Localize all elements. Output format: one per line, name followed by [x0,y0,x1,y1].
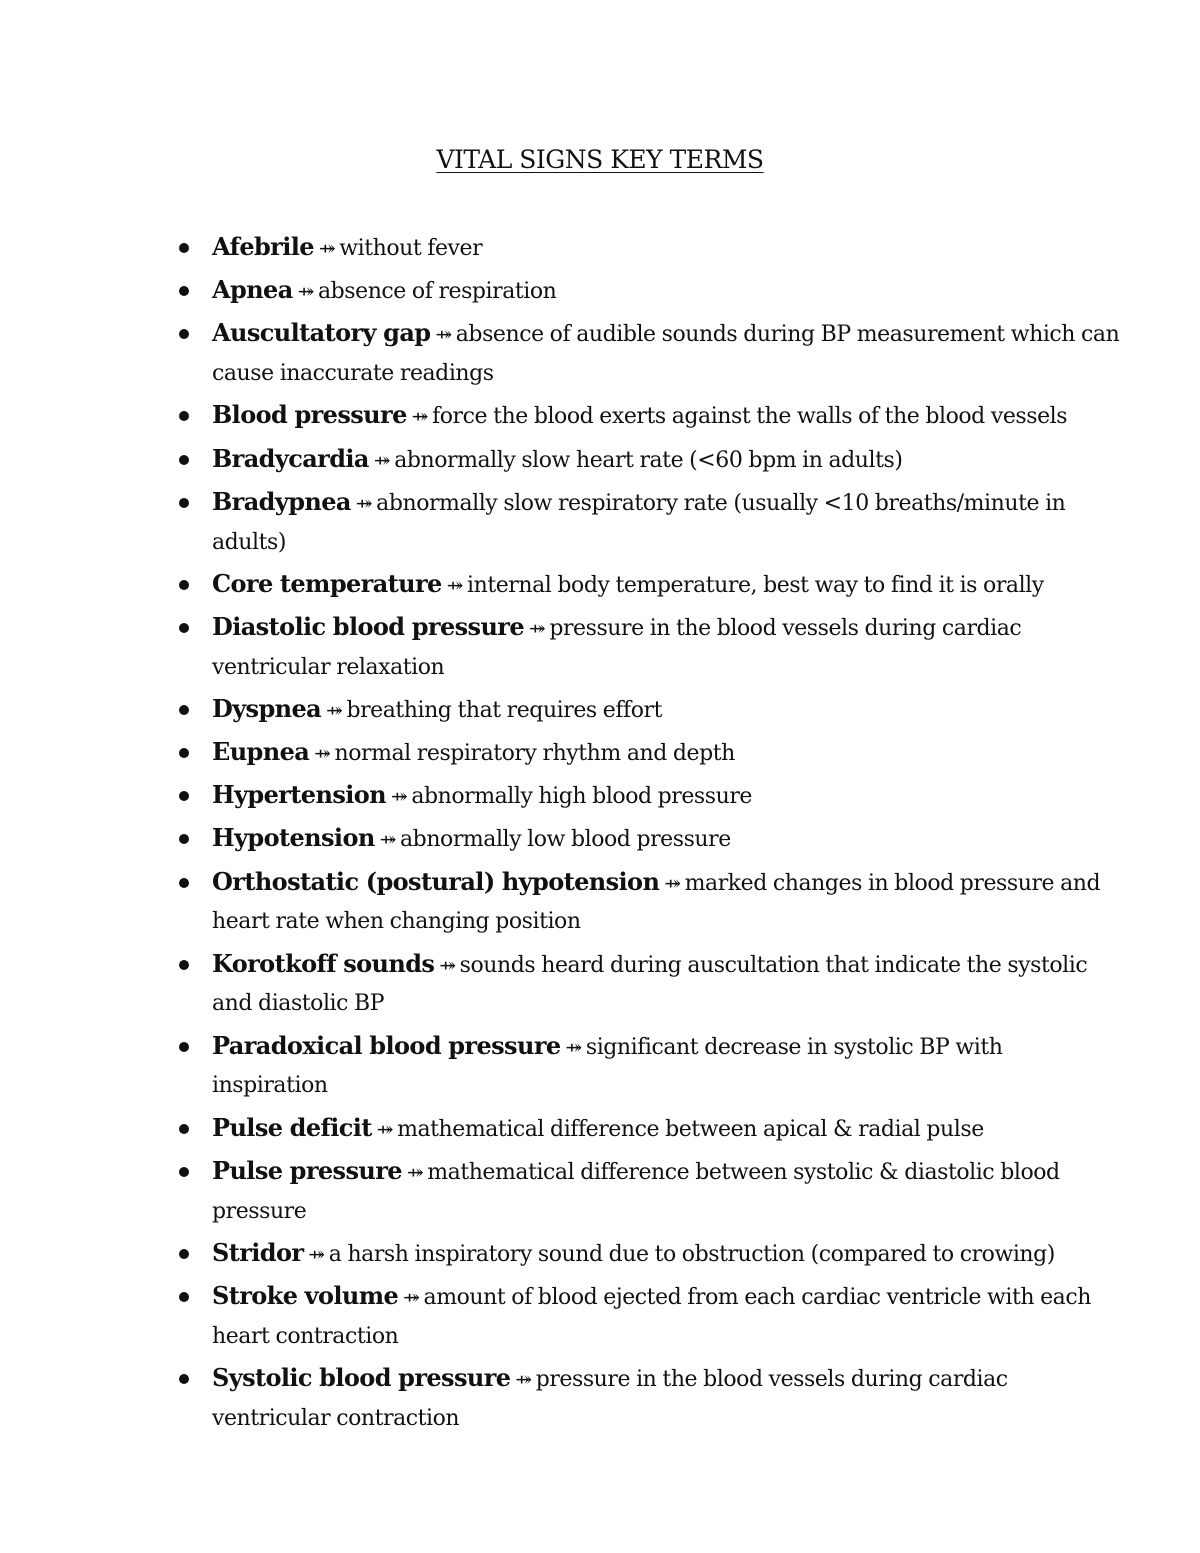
arrow-separator-icon: ⤀ [406,1159,424,1184]
term-item [0,271,1120,312]
term-definition: amount of blood ejected from each cardiac ventricle with each heart contraction [212,1284,1091,1349]
term-item [0,565,1120,606]
arrow-separator-icon: ⤀ [439,952,456,977]
term-name: Bradypnea [212,486,351,516]
term-definition: mathematical difference between systolic & diastolic blood pressure [212,1159,1060,1224]
term-item [0,440,1120,481]
term-item [0,1359,1120,1439]
term-name: Hypotension [212,823,375,853]
arrow-separator-icon: ⤀ [373,447,391,472]
bullet-icon [179,286,189,296]
arrow-separator-icon: ⤀ [355,490,373,515]
arrow-separator-icon: ⤀ [314,741,331,766]
term-definition: pressure in the blood vessels during cardiac ventricular contraction [212,1366,1008,1431]
bullet-icon [179,498,189,508]
term-definition: force the blood exerts against the walls of the blood vessels [432,404,1068,430]
term-definition: abnormally low blood pressure [400,827,731,853]
bullet-icon [179,1292,189,1302]
bullet-icon [179,580,189,590]
term-item [0,819,1120,860]
term-definition: without fever [339,236,483,261]
term-name: Eupnea [212,737,310,767]
term-name: Blood pressure [212,400,407,430]
term-definition: normal respiratory rhythm and depth [334,741,735,767]
term-name: Bradycardia [212,443,369,473]
key-terms-list [0,228,1120,1441]
arrow-separator-icon: ⤀ [379,827,397,852]
bullet-icon [179,791,189,801]
term-item [0,1234,1120,1275]
term-name: Stroke volume [212,1280,399,1310]
term-name: Hypertension [212,780,387,810]
term-definition: marked changes in blood pressure and heart rate when changing position [212,870,1101,935]
term-name: Diastolic blood pressure [212,611,525,641]
term-item [0,314,1120,394]
arrow-separator-icon: ⤀ [411,404,429,429]
term-definition: sounds heard during auscultation that indicate the systolic and diastolic BP [212,952,1088,1017]
bullet-icon [179,243,189,253]
term-definition: pressure in the blood vessels during cardiac ventricular relaxation [212,615,1022,680]
term-definition: mathematical difference between apical & radial pulse [397,1116,984,1142]
arrow-separator-icon: ⤀ [529,615,546,640]
term-name: Dyspnea [212,693,322,723]
arrow-separator-icon: ⤀ [376,1116,394,1141]
term-item [0,1109,1120,1150]
term-definition: internal body temperature, best way to find it is orally [467,572,1044,598]
bullet-icon [179,834,189,844]
bullet-icon [179,960,189,970]
term-definition: absence of audible sounds during BP measurement which can cause inaccurate readings [212,322,1120,387]
bullet-icon [179,329,189,339]
term-name: Paradoxical blood pressure [212,1030,561,1060]
arrow-separator-icon: ⤀ [297,279,314,304]
term-item [0,690,1120,731]
term-item [0,228,1120,269]
term-item [0,776,1120,817]
term-item [0,1027,1120,1107]
term-name: Core temperature [212,568,442,598]
term-item [0,1152,1120,1232]
term-item [0,945,1120,1025]
arrow-separator-icon: ⤀ [446,572,464,597]
term-name: Apnea [212,275,293,305]
term-definition: abnormally high blood pressure [411,784,752,810]
bullet-icon [179,1374,189,1384]
term-name: Pulse deficit [212,1112,372,1142]
bullet-icon [179,878,189,888]
term-name: Afebrile [212,232,314,261]
term-item [0,608,1120,688]
term-name: Systolic blood pressure [212,1362,511,1392]
term-item [0,863,1120,943]
bullet-icon [179,455,189,465]
bullet-icon [179,1167,189,1177]
term-name: Stridor [212,1237,304,1267]
arrow-separator-icon: ⤀ [308,1241,325,1266]
arrow-separator-icon: ⤀ [435,322,452,347]
arrow-separator-icon: ⤀ [565,1034,582,1059]
term-definition: abnormally slow heart rate (<60 bpm in adults) [394,447,903,473]
arrow-separator-icon: ⤀ [391,784,408,809]
term-item [0,396,1120,437]
bullet-icon [179,1249,189,1259]
page-title: VITAL SIGNS KEY TERMS [436,145,764,174]
bullet-icon [179,411,189,421]
bullet-icon [179,623,189,633]
bullet-icon [179,748,189,758]
term-definition: abnormally slow respiratory rate (usually <10 breaths/minute in adults) [212,490,1066,555]
bullet-icon [179,1124,189,1134]
term-name: Auscultatory gap [212,318,431,348]
term-definition: breathing that requires effort [346,697,662,723]
term-name: Pulse pressure [212,1155,402,1185]
arrow-separator-icon: ⤀ [515,1366,532,1391]
bullet-icon [179,1042,189,1052]
arrow-separator-icon: ⤀ [664,870,681,895]
term-definition: a harsh inspiratory sound due to obstruction (compared to crowing) [328,1241,1055,1267]
arrow-separator-icon: ⤀ [403,1284,420,1309]
arrow-separator-icon: ⤀ [326,697,343,722]
term-name: Korotkoff sounds [212,948,435,978]
term-item [0,733,1120,774]
term-definition: significant decrease in systolic BP with inspiration [212,1034,1003,1099]
bullet-icon [179,705,189,715]
term-definition: absence of respiration [318,279,557,305]
term-item [0,1277,1120,1357]
term-name: Orthostatic (postural) hypotension [212,866,660,896]
arrow-separator-icon: ⤀ [318,236,336,260]
term-item [0,483,1120,563]
